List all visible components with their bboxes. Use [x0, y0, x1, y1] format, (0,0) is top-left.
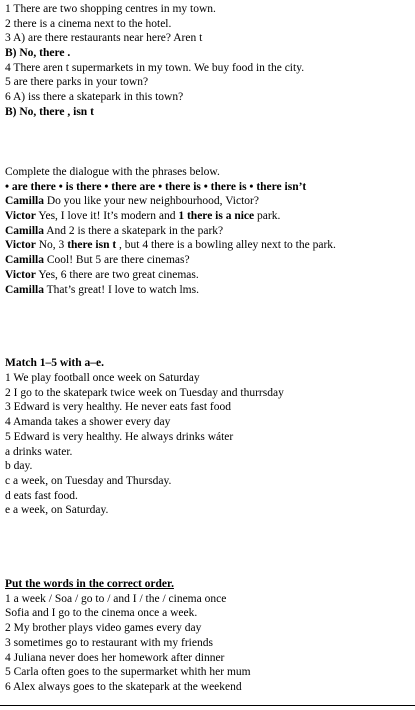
- s2-dialogue-5: [5, 253, 190, 268]
- s1-line-1: 1 There are two shopping centres in my town.: [5, 3, 216, 15]
- s4-line-4: 3 sometimes go to restaurant with my friends: [5, 637, 213, 649]
- s4-line-6: 5 Carla often goes to the supermarket whith her mum: [5, 666, 251, 678]
- s2-dialogue-3: [5, 224, 223, 239]
- s1-line-8: [5, 105, 94, 120]
- s3-item-1: 1 We play football once week on Saturday: [5, 372, 200, 384]
- s2-instruction: Complete the dialogue with the phrases below.: [5, 166, 220, 178]
- answer-bold: 1 there is a nice: [178, 210, 255, 222]
- s2-phrases: • are there • is there • there are • there is • there is • there isn’t: [5, 181, 307, 193]
- s4-line-5: 4 Juliana never does her homework after dinner: [5, 652, 225, 664]
- answer-bold: there isn t: [67, 239, 117, 251]
- s4-title: Put the words in the correct order.: [5, 578, 174, 590]
- s1-line-7: 6 A) iss there a skatepark in this town?: [5, 91, 184, 103]
- s4-line-3: 2 My brother plays video games every day: [5, 622, 202, 634]
- dialogue-text: Yes, I love it! It’s modern and: [35, 210, 179, 222]
- s1-line-4-text: B) No, there .: [5, 47, 71, 59]
- s3-item-2: 2 I go to the skatepark twice week on Tuesday and thurrsday: [5, 387, 284, 399]
- dialogue-text: Yes, 6 there are two great cinemas.: [35, 269, 199, 281]
- speaker-name: Victor: [5, 210, 36, 222]
- speaker-name: Victor: [5, 239, 36, 251]
- s3-item-4: 4 Amanda takes a shower every day: [5, 416, 171, 428]
- s4-line-1: 1 a week / Soa / go to / and I / the / cinema once: [5, 593, 227, 605]
- s3-option-c: c a week, on Tuesday and Thursday.: [5, 475, 172, 487]
- s4-line-2: Sofia and I go to the cinema once a week.: [5, 607, 198, 619]
- dialogue-text-end: , but 4 there is a bowling alley next to the park.: [116, 239, 336, 251]
- s2-dialogue-6: [5, 268, 199, 283]
- speaker-name: Victor: [5, 269, 36, 281]
- page-bottom-rule: [0, 705, 415, 706]
- dialogue-text: Do you like your new neighbourhood, Victor?: [43, 195, 259, 207]
- s1-line-2: 2 there is a cinema next to the hotel.: [5, 18, 172, 30]
- s3-item-5: 5 Edward is very healthy. He always drinks wáter: [5, 431, 234, 443]
- s3-option-e: e a week, on Saturday.: [5, 504, 109, 516]
- speaker-name: Camilla: [5, 254, 44, 266]
- s2-dialogue-2: [5, 209, 280, 224]
- dialogue-text: Cool! But 5 are there cinemas?: [43, 254, 190, 266]
- s1-line-4: [5, 46, 70, 61]
- dialogue-text-end: park.: [254, 210, 281, 222]
- speaker-name: Camilla: [5, 225, 44, 237]
- s2-dialogue-1: [5, 194, 259, 209]
- s3-option-d: d eats fast food.: [5, 490, 78, 502]
- dialogue-text: And 2 is there a skatepark in the park?: [43, 225, 224, 237]
- s2-dialogue-4: [5, 238, 336, 253]
- speaker-name: Camilla: [5, 195, 44, 207]
- s1-line-6: 5 are there parks in your town?: [5, 76, 149, 88]
- s2-dialogue-7: [5, 283, 199, 298]
- dialogue-text: No, 3: [35, 239, 68, 251]
- s1-line-5: 4 There aren t supermarkets in my town. We buy food in the city.: [5, 62, 305, 74]
- s3-option-b: b day.: [5, 460, 33, 472]
- speaker-name: Camilla: [5, 284, 44, 296]
- s3-item-3: 3 Edward is very healthy. He never eats fast food: [5, 401, 231, 413]
- s1-line-8-text: B) No, there , isn t: [5, 106, 94, 118]
- s1-line-3: 3 A) are there restaurants near here? Aren t: [5, 32, 203, 44]
- dialogue-text: That’s great! I love to watch lms.: [43, 284, 199, 296]
- s3-title: Match 1–5 with a–e.: [5, 357, 105, 369]
- s3-option-a: a drinks water.: [5, 446, 73, 458]
- s4-line-7: 6 Alex always goes to the skatepark at the weekend: [5, 681, 242, 693]
